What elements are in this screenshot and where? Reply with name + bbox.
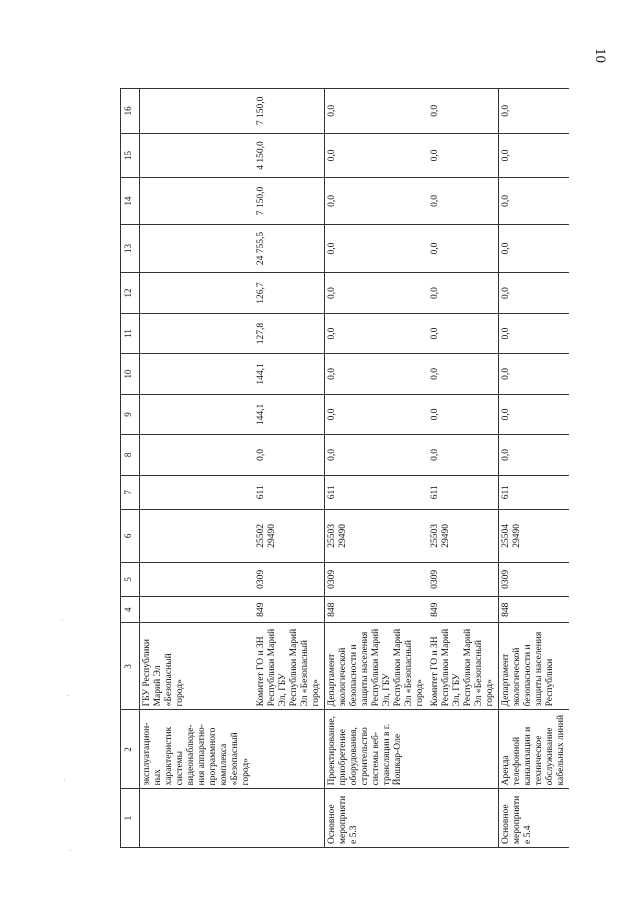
table-cell-col-9: 144,1 — [254, 394, 325, 434]
table-cell-col-1: Основное мероприятие 5.3 — [325, 789, 429, 848]
table-cell-col-2: эксплуатацион-ных характеристик системы видеонаблюде-ния аппаратно-программного комплекса «Безопасный город» — [140, 710, 255, 789]
table-cell-col-9 — [140, 394, 255, 434]
table-cell-col-15: 0,0 — [428, 133, 499, 178]
page-number: 10 — [592, 48, 608, 63]
table-cell-col-11: 127,8 — [254, 313, 325, 353]
table-row — [428, 89, 499, 848]
table-cell-col-4: 848 — [325, 597, 429, 623]
table-cell-col-8: 0,0 — [325, 435, 429, 475]
table-cell-col-9: 0,0 — [325, 394, 429, 434]
table-cell-col-16 — [140, 89, 255, 134]
table-cell-col-1: Основное мероприятие 5.4 — [499, 789, 570, 848]
table-cell-col-7 — [140, 475, 255, 509]
column-header-2: 2 — [121, 710, 140, 789]
column-header-7: 7 — [121, 475, 140, 509]
table-cell-col-4: 849 — [428, 597, 499, 623]
column-header-12: 12 — [121, 273, 140, 313]
table-cell-col-15: 4 150,0 — [254, 133, 325, 178]
table-cell-col-14: 0,0 — [499, 178, 570, 225]
table-cell-col-10: 144,1 — [254, 354, 325, 394]
table-cell-col-11: 0,0 — [325, 313, 429, 353]
table-cell-col-13: 24 755,5 — [254, 224, 325, 273]
table-cell-col-4: 849 — [254, 597, 325, 623]
program-funding-table — [120, 88, 569, 848]
table-row — [140, 89, 255, 848]
table-cell-col-14: 7 150,0 — [254, 178, 325, 225]
table-cell-col-2 — [428, 710, 499, 789]
table-cell-col-1 — [140, 789, 255, 848]
table-cell-col-15: 0,0 — [499, 133, 570, 178]
table-cell-col-10: 0,0 — [428, 354, 499, 394]
column-header-15: 15 — [121, 133, 140, 178]
table-cell-col-2 — [254, 710, 325, 789]
table-cell-col-13: 0,0 — [325, 224, 429, 273]
table-cell-col-15 — [140, 133, 255, 178]
column-header-11: 11 — [121, 313, 140, 353]
table-cell-col-14: 0,0 — [325, 178, 429, 225]
table-cell-col-12: 0,0 — [428, 273, 499, 313]
table-cell-col-5: 0309 — [325, 562, 429, 596]
column-header-3: 3 — [121, 623, 140, 710]
table-cell-col-2: Аренда телефонной канализации и техническое обслуживание кабельных линий — [499, 710, 570, 789]
table-cell-col-6: 25504 29490 — [499, 510, 570, 563]
table-cell-col-7: 611 — [254, 475, 325, 509]
table-cell-col-10: 0,0 — [499, 354, 570, 394]
table-cell-col-16: 0,0 — [499, 89, 570, 134]
table-cell-col-12: 0,0 — [325, 273, 429, 313]
table-cell-col-12: 0,0 — [499, 273, 570, 313]
column-header-14: 14 — [121, 178, 140, 225]
table-cell-col-5: 0309 — [254, 562, 325, 596]
column-header-10: 10 — [121, 354, 140, 394]
table-cell-col-16: 0,0 — [428, 89, 499, 134]
table-cell-col-6: 25502 29490 — [254, 510, 325, 563]
table-cell-col-4 — [140, 597, 255, 623]
scan-specks — [60, 600, 72, 900]
table-cell-col-7: 611 — [428, 475, 499, 509]
table-cell-col-6 — [140, 510, 255, 563]
table-cell-col-6: 25503 29490 — [325, 510, 429, 563]
table-cell-col-15: 0,0 — [325, 133, 429, 178]
table-cell-col-8: 0,0 — [428, 435, 499, 475]
table-cell-col-8 — [140, 435, 255, 475]
table-cell-col-6: 25503 29490 — [428, 510, 499, 563]
table-cell-col-13: 0,0 — [499, 224, 570, 273]
table-cell-col-14: 0,0 — [428, 178, 499, 225]
table-cell-col-12: 126,7 — [254, 273, 325, 313]
table-cell-col-14 — [140, 178, 255, 225]
table-cell-col-5: 0309 — [499, 562, 570, 596]
table-cell-col-16: 7 150,0 — [254, 89, 325, 134]
column-number-row — [121, 89, 140, 848]
table-cell-col-8: 0,0 — [499, 435, 570, 475]
table-cell-col-11: 0,0 — [499, 313, 570, 353]
table-cell-col-9: 0,0 — [499, 394, 570, 434]
table-cell-col-5 — [140, 562, 255, 596]
column-header-8: 8 — [121, 435, 140, 475]
table-cell-col-3: Комитет ГО и ЗН Республики Марий Эл, ГБУ Республики Марий Эл «Безопасный город» — [428, 623, 499, 710]
table-cell-col-9: 0,0 — [428, 394, 499, 434]
table-cell-col-3: Департамент экологической безопасности и защиты населения Республики — [499, 623, 570, 710]
table-cell-col-2: Проектирование, приобретение оборудования, строительство системы веб-трансляции в г. Йошкар-Оле — [325, 710, 429, 789]
table-row — [254, 89, 325, 848]
table-row — [325, 89, 429, 848]
table-cell-col-13: 0,0 — [428, 224, 499, 273]
table-cell-col-7: 611 — [499, 475, 570, 509]
table-cell-col-10: 0,0 — [325, 354, 429, 394]
table-cell-col-3: Департамент экологической безопасности и защиты населения Республики Марий Эл, ГБУ Республики Марий Эл «Безопасный город» — [325, 623, 429, 710]
rotated-table-container — [120, 88, 566, 848]
table-row — [499, 89, 570, 848]
table-cell-col-13 — [140, 224, 255, 273]
table-cell-col-16: 0,0 — [325, 89, 429, 134]
table-cell-col-3: Комитет ГО и ЗН Республики Марий Эл, ГБУ Республики Марий Эл «Безопасный город» — [254, 623, 325, 710]
table-cell-col-10 — [140, 354, 255, 394]
column-header-1: 1 — [121, 789, 140, 848]
column-header-16: 16 — [121, 89, 140, 134]
table-cell-col-5: 0309 — [428, 562, 499, 596]
table-cell-col-1 — [254, 789, 325, 848]
column-header-13: 13 — [121, 224, 140, 273]
column-header-6: 6 — [121, 510, 140, 563]
table-cell-col-1 — [428, 789, 499, 848]
table-cell-col-3: ГБУ Республики Марий Эл «Безопасный город» — [140, 623, 255, 710]
table-body — [140, 89, 570, 848]
table-cell-col-4: 848 — [499, 597, 570, 623]
table-cell-col-11: 0,0 — [428, 313, 499, 353]
table-cell-col-11 — [140, 313, 255, 353]
column-header-9: 9 — [121, 394, 140, 434]
table-cell-col-12 — [140, 273, 255, 313]
table-cell-col-7: 611 — [325, 475, 429, 509]
column-header-4: 4 — [121, 597, 140, 623]
column-header-5: 5 — [121, 562, 140, 596]
table-cell-col-8: 0,0 — [254, 435, 325, 475]
